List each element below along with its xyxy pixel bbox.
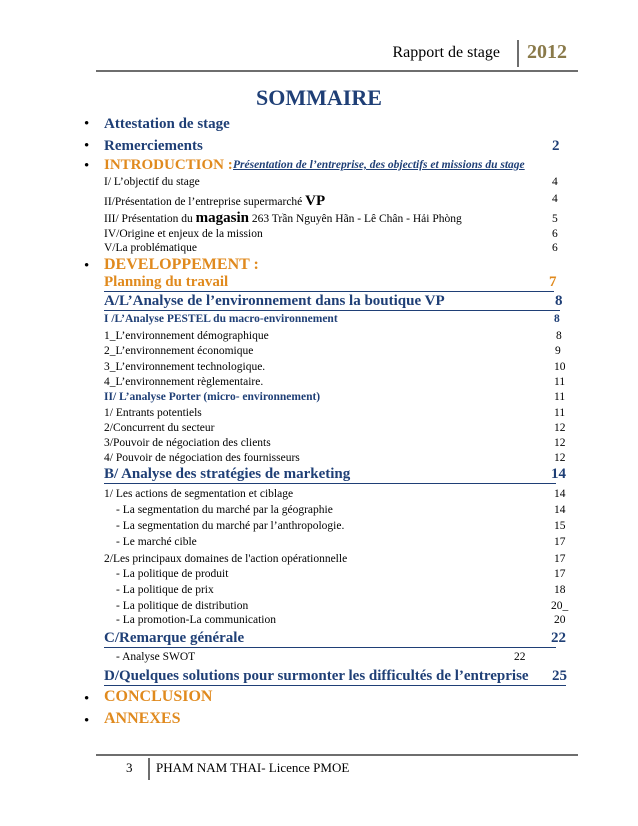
toc-porter-1[interactable]: 1/ Entrants potentiels <box>104 407 202 419</box>
page-number: 17 <box>554 568 566 580</box>
toc-conclusion[interactable]: CONCLUSION <box>104 688 213 705</box>
toc-introduction[interactable]: INTRODUCTION : <box>104 157 233 173</box>
toc-section-d[interactable]: D/Quelques solutions pour surmonter les difficultés de l’entreprise <box>104 668 566 686</box>
header-divider <box>517 40 519 67</box>
bullet-icon: • <box>84 158 90 174</box>
toc-intro-origine[interactable]: IV/Origine et enjeux de la mission <box>104 228 263 240</box>
page-number: 11 <box>554 407 566 419</box>
toc-planning[interactable]: Planning du travail <box>104 274 554 292</box>
toc-marketing-2a[interactable]: - La politique de produit <box>116 568 229 580</box>
page-number: 2 <box>552 138 560 154</box>
toc-marketing-1c[interactable]: - Le marché cible <box>116 536 197 548</box>
page-number: 4 <box>552 176 558 188</box>
toc-porter-4[interactable]: 4/ Pouvoir de négociation des fournisseurs <box>104 452 300 464</box>
bullet-icon: • <box>84 138 90 154</box>
page-number: 15 <box>554 520 566 532</box>
toc-section-c[interactable]: C/Remarque générale <box>104 630 556 648</box>
page-number: 8 <box>556 330 562 342</box>
header-rule <box>96 70 578 72</box>
page-number: 9 <box>555 345 561 357</box>
toc-marketing-2d[interactable]: - La promotion-La communication <box>116 614 276 626</box>
page-number: 5 <box>552 213 558 225</box>
header-year: 2012 <box>527 41 567 63</box>
footer-divider <box>148 758 150 780</box>
page-number: 22 <box>551 630 566 646</box>
toc-marketing-1[interactable]: 1/ Les actions de segmentation et ciblage <box>104 488 294 500</box>
toc-marketing-2[interactable]: 2/Les principaux domaines de l'action opérationnelle <box>104 553 348 565</box>
toc-intro-objectif[interactable]: I/ L’objectif du stage <box>104 176 200 188</box>
toc-marketing-2b[interactable]: - La politique de prix <box>116 584 214 596</box>
header-title: Rapport de stage <box>392 44 500 61</box>
toc-porter-2[interactable]: 2/Concurrent du secteur <box>104 422 215 434</box>
toc-marketing-1b[interactable]: - La segmentation du marché par l’anthropologie. <box>116 520 345 532</box>
toc-remerciements[interactable]: Remerciements <box>104 138 203 154</box>
intro-subtitle: Présentation de l’entreprise, des objectifs et missions du stage <box>233 159 525 171</box>
toc-porter[interactable]: II/ L’analyse Porter (micro- environnement) <box>104 391 321 403</box>
toc-developpement[interactable]: DEVELOPPEMENT : <box>104 256 259 273</box>
page-number: 11 <box>554 391 566 403</box>
page-number: 17 <box>554 553 566 565</box>
toc-pestel-3[interactable]: 3_L’environnement technologique. <box>104 361 266 373</box>
toc-intro-problematique[interactable]: V/La problématique <box>104 242 197 254</box>
toc-pestel[interactable]: I /L’Analyse PESTEL du macro-environnement <box>104 313 338 325</box>
toc-pestel-2[interactable]: 2_L’environnement économique <box>104 345 254 357</box>
page-number: 8 <box>554 313 560 325</box>
bullet-icon: • <box>84 713 90 729</box>
page-number: 12 <box>554 422 566 434</box>
footer-page-number: 3 <box>126 760 133 775</box>
toc-intro-magasin[interactable]: III/ Présentation du magasin 263 Trần Nguyên Hãn - Lê Chân - Hải Phòng <box>104 210 462 226</box>
bullet-icon: • <box>84 258 90 274</box>
page-number: 20 <box>554 614 566 626</box>
page-number: 18 <box>554 584 566 596</box>
bullet-icon: • <box>84 691 90 707</box>
toc-intro-entreprise[interactable]: II/Présentation de l’entreprise supermarché VP <box>104 193 326 209</box>
page-number: 14 <box>551 466 566 482</box>
footer-rule <box>96 754 578 756</box>
page-number: 25 <box>552 668 567 684</box>
page-number: 14 <box>554 504 566 516</box>
page-number: 6 <box>552 242 558 254</box>
page-number: 8 <box>555 293 563 309</box>
page-number: 4 <box>552 193 558 205</box>
toc-pestel-1[interactable]: 1_L’environnement démographique <box>104 330 269 342</box>
page-number: 20_ <box>551 600 569 612</box>
toc-section-b[interactable]: B/ Analyse des stratégies de marketing <box>104 466 556 484</box>
toc-attestation[interactable]: Attestation de stage <box>104 116 230 132</box>
page-number: 12 <box>554 437 566 449</box>
page-number: 7 <box>549 274 557 290</box>
page-number: 12 <box>554 452 566 464</box>
toc-title: SOMMAIRE <box>256 85 382 110</box>
toc-section-a[interactable]: A/L’Analyse de l’environnement dans la boutique VP <box>104 293 560 311</box>
toc-annexes[interactable]: ANNEXES <box>104 710 181 727</box>
page-number: 10 <box>554 361 566 373</box>
toc-porter-3[interactable]: 3/Pouvoir de négociation des clients <box>104 437 271 449</box>
page-number: 6 <box>552 228 558 240</box>
page-number: 11 <box>554 376 566 388</box>
bullet-icon: • <box>84 116 90 132</box>
page-number: 22 <box>514 651 526 663</box>
toc-swot[interactable]: - Analyse SWOT <box>116 651 196 663</box>
toc-pestel-4[interactable]: 4_L’environnement règlementaire. <box>104 376 264 388</box>
footer-author: PHAM NAM THAI- Licence PMOE <box>156 760 350 775</box>
toc-marketing-1a[interactable]: - La segmentation du marché par la géographie <box>116 504 333 516</box>
toc-marketing-2c[interactable]: - La politique de distribution <box>116 600 249 612</box>
page-number: 17 <box>554 536 566 548</box>
page-number: 14 <box>554 488 566 500</box>
